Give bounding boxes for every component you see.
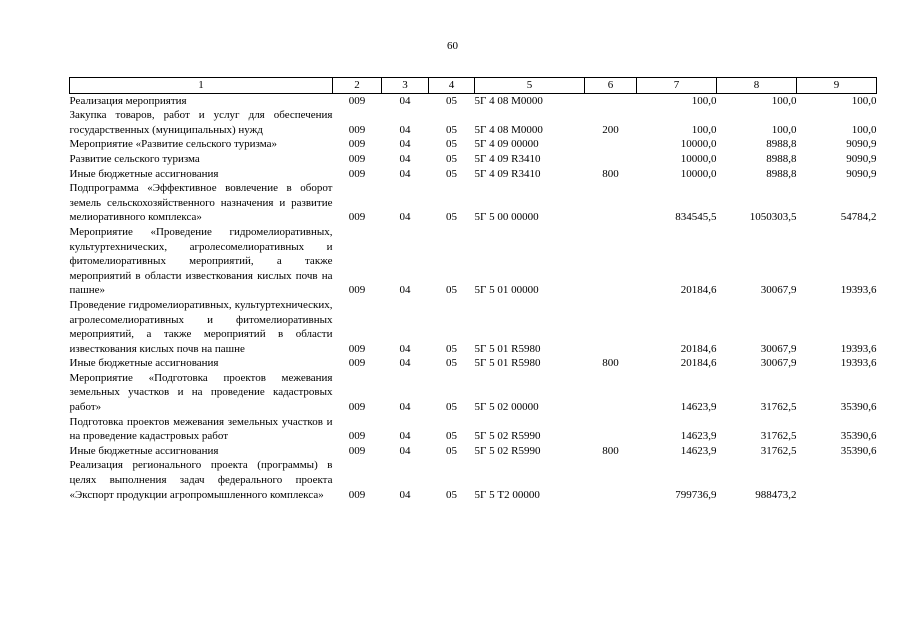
- subsection-code-cell: 05: [446, 123, 457, 136]
- amount-col8-cell: 30067,9: [760, 357, 797, 370]
- expense-type-cell: [585, 298, 637, 356]
- ministry-code-cell: 009: [348, 342, 366, 355]
- table-row: [70, 356, 877, 371]
- amount-col9-cell: 100,0: [851, 94, 877, 107]
- table-row: [70, 415, 877, 444]
- row-name-cell: Мероприятие «Подготовка проектов межевания земельных участков и на проведение кадастровых работ»: [69, 371, 333, 414]
- amount-col9-cell: 100,0: [851, 123, 877, 136]
- target-article-cell: 5Г 5 01 00000: [474, 284, 539, 297]
- ministry-code-cell: 009: [348, 430, 366, 443]
- amount-col9-cell: 35390,6: [840, 430, 877, 443]
- table-row: [70, 137, 877, 152]
- budget-table: [69, 77, 877, 502]
- target-article-cell: 5Г 4 09 00000: [474, 138, 539, 151]
- ministry-code-cell: 009: [348, 284, 366, 297]
- amount-col9-cell: 9090,9: [846, 167, 877, 180]
- amount-col8-cell: 31762,5: [760, 430, 797, 443]
- target-article-cell: 5Г 5 01 R5980: [474, 357, 541, 370]
- target-article-cell: 5Г 4 09 R3410: [474, 152, 541, 165]
- expense-type-cell: 800: [602, 357, 619, 370]
- column-header: 7: [637, 78, 717, 94]
- subsection-code-cell: 05: [446, 444, 457, 457]
- column-header: 9: [797, 78, 877, 94]
- subsection-code-cell: 05: [446, 488, 457, 501]
- section-code-cell: 04: [399, 284, 411, 297]
- amount-col9-cell: 35390,6: [840, 401, 877, 414]
- subsection-code-cell: 05: [446, 138, 457, 151]
- table-row: [70, 298, 877, 356]
- section-code-cell: 04: [399, 342, 411, 355]
- row-name-cell: Иные бюджетные ассигнования: [69, 167, 219, 180]
- amount-col9-cell: 19393,6: [840, 357, 877, 370]
- section-code-cell: 04: [399, 488, 411, 501]
- amount-col7-cell: 14623,9: [680, 401, 717, 414]
- table-row: [70, 458, 877, 502]
- section-code-cell: 04: [399, 401, 411, 414]
- section-code-cell: 04: [399, 123, 411, 136]
- amount-col8-cell: 1050303,5: [749, 211, 797, 224]
- amount-col8-cell: 988473,2: [755, 488, 797, 501]
- subsection-code-cell: 05: [446, 211, 457, 224]
- subsection-code-cell: 05: [446, 357, 457, 370]
- row-name-cell: Иные бюджетные ассигнования: [69, 357, 219, 370]
- row-name-cell: Закупка товаров, работ и услуг для обеспечения государственных (муниципальных) нужд: [69, 109, 333, 136]
- expense-type-cell: [585, 458, 637, 502]
- ministry-code-cell: 009: [348, 211, 366, 224]
- expense-type-cell: 800: [602, 444, 619, 457]
- section-code-cell: 04: [399, 152, 411, 165]
- target-article-cell: 5Г 5 02 R5990: [474, 430, 541, 443]
- column-header: 4: [429, 78, 475, 94]
- expense-type-cell: [585, 371, 637, 415]
- subsection-code-cell: 05: [446, 430, 457, 443]
- target-article-cell: 5Г 4 08 М0000: [474, 94, 543, 107]
- table-row: [70, 93, 877, 108]
- column-header: 3: [382, 78, 429, 94]
- amount-col9-cell: 35390,6: [840, 444, 877, 457]
- subsection-code-cell: 05: [446, 342, 457, 355]
- table-header-row: [70, 78, 877, 94]
- table-row: [70, 181, 877, 225]
- expense-type-cell: [585, 93, 637, 108]
- column-header: 5: [475, 78, 585, 94]
- row-name-cell: Подпрограмма «Эффективное вовлечение в оборот земель сельскохозяйственного назначения и развитие мелиоративного комплекса»: [69, 182, 333, 224]
- expense-type-cell: [585, 137, 637, 152]
- subsection-code-cell: 05: [446, 401, 457, 414]
- amount-col7-cell: 100,0: [691, 94, 717, 107]
- row-name-cell: Мероприятие «Проведение гидромелиоративных, культуртехнических, агролесомелиоративных и фитомелиоративных мероприятий, а также мероприятий в области известкования кислых почв на пашне»: [69, 225, 333, 297]
- ministry-code-cell: 009: [348, 94, 366, 107]
- amount-col8-cell: 8988,8: [766, 138, 797, 151]
- table-row: [70, 108, 877, 137]
- ministry-code-cell: 009: [348, 401, 366, 414]
- table-row: [70, 152, 877, 167]
- table-row: [70, 444, 877, 459]
- section-code-cell: 04: [399, 211, 411, 224]
- target-article-cell: 5Г 5 00 00000: [474, 211, 539, 224]
- expense-type-cell: 800: [602, 167, 619, 180]
- table-row: [70, 167, 877, 182]
- amount-col9-cell: 9090,9: [846, 138, 877, 151]
- ministry-code-cell: 009: [348, 357, 366, 370]
- row-name-cell: Подготовка проектов межевания земельных участков и на проведение кадастровых работ: [69, 415, 333, 443]
- row-name-cell: Мероприятие «Развитие сельского туризма»: [69, 138, 277, 151]
- target-article-cell: 5Г 4 08 М0000: [474, 123, 543, 136]
- amount-col7-cell: 20184,6: [680, 284, 717, 297]
- row-name-cell: Проведение гидромелиоративных, культуртехнических, агролесомелиоративных и фитомелиоративных мероприятий, а также мероприятий в области известкования кислых почв на пашне: [69, 298, 333, 355]
- amount-col7-cell: 14623,9: [680, 444, 717, 457]
- subsection-code-cell: 05: [446, 94, 457, 107]
- amount-col7-cell: 20184,6: [680, 342, 717, 355]
- amount-col9-cell: 19393,6: [840, 342, 877, 355]
- target-article-cell: 5Г 4 09 R3410: [474, 167, 541, 180]
- expense-type-cell: [585, 181, 637, 225]
- amount-col8-cell: 100,0: [771, 123, 797, 136]
- amount-col9-cell: 9090,9: [846, 152, 877, 165]
- amount-col8-cell: 31762,5: [760, 401, 797, 414]
- target-article-cell: 5Г 5 01 R5980: [474, 342, 541, 355]
- ministry-code-cell: 009: [348, 138, 366, 151]
- expense-type-cell: [585, 225, 637, 298]
- table-body: [70, 93, 877, 502]
- amount-col7-cell: 10000,0: [680, 138, 717, 151]
- row-name-cell: Реализация мероприятия: [69, 94, 187, 107]
- amount-col7-cell: 14623,9: [680, 430, 717, 443]
- column-header: 2: [333, 78, 382, 94]
- expense-type-cell: [585, 415, 637, 444]
- expense-type-cell: [585, 152, 637, 167]
- subsection-code-cell: 05: [446, 284, 457, 297]
- expense-type-cell: 200: [602, 123, 619, 136]
- amount-col8-cell: 31762,5: [760, 444, 797, 457]
- row-name-cell: Иные бюджетные ассигнования: [69, 444, 219, 457]
- section-code-cell: 04: [399, 357, 411, 370]
- table-row: [70, 225, 877, 298]
- ministry-code-cell: 009: [348, 123, 366, 136]
- amount-col8-cell: 30067,9: [760, 284, 797, 297]
- amount-col7-cell: 10000,0: [680, 152, 717, 165]
- subsection-code-cell: 05: [446, 152, 457, 165]
- amount-col7-cell: 10000,0: [680, 167, 717, 180]
- section-code-cell: 04: [399, 94, 411, 107]
- amount-col7-cell: 20184,6: [680, 357, 717, 370]
- section-code-cell: 04: [399, 138, 411, 151]
- page-number: 60: [447, 40, 458, 52]
- amount-col9-cell: [797, 458, 877, 502]
- target-article-cell: 5Г 5 Т2 00000: [474, 488, 540, 501]
- column-header: 6: [585, 78, 637, 94]
- section-code-cell: 04: [399, 444, 411, 457]
- amount-col8-cell: 30067,9: [760, 342, 797, 355]
- target-article-cell: 5Г 5 02 00000: [474, 401, 539, 414]
- amount-col7-cell: 834545,5: [675, 211, 717, 224]
- subsection-code-cell: 05: [446, 167, 457, 180]
- section-code-cell: 04: [399, 430, 411, 443]
- ministry-code-cell: 009: [348, 444, 366, 457]
- amount-col8-cell: 8988,8: [766, 167, 797, 180]
- column-header: 1: [70, 78, 333, 94]
- amount-col9-cell: 54784,2: [840, 211, 877, 224]
- amount-col9-cell: 19393,6: [840, 284, 877, 297]
- ministry-code-cell: 009: [348, 152, 366, 165]
- column-header: 8: [717, 78, 797, 94]
- table-row: [70, 371, 877, 415]
- amount-col7-cell: 799736,9: [675, 488, 717, 501]
- section-code-cell: 04: [399, 167, 411, 180]
- row-name-cell: Реализация регионального проекта (программы) в целях выполнения задач федерального проекта «Экспорт продукции агропромышленного комплекса»: [69, 459, 333, 501]
- amount-col7-cell: 100,0: [691, 123, 717, 136]
- target-article-cell: 5Г 5 02 R5990: [474, 444, 541, 457]
- row-name-cell: Развитие сельского туризма: [69, 152, 200, 165]
- ministry-code-cell: 009: [348, 488, 366, 501]
- ministry-code-cell: 009: [348, 167, 366, 180]
- amount-col8-cell: 8988,8: [766, 152, 797, 165]
- amount-col8-cell: 100,0: [771, 94, 797, 107]
